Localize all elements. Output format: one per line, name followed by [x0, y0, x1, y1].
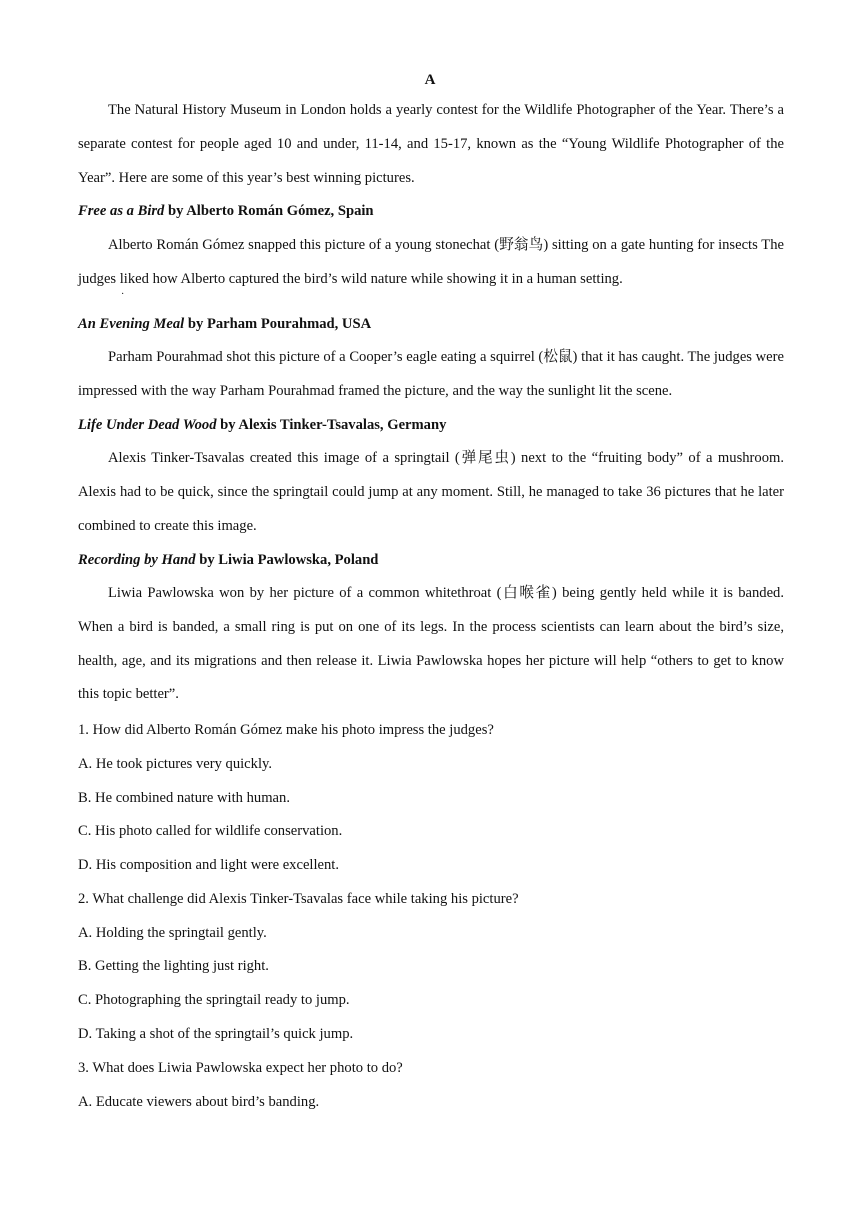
intro-paragraph: The Natural History Museum in London holds a yearly contest for the Wildlife Photographer of the Year. There’s a separate contest for people aged 10 and under, 11-14, and 15-17, known as the “Young Wildlife Photographer of the Year”. Here are some of this year’s best winning pictures.: [78, 102, 784, 186]
question-1-option-a: A. He took pictures very quickly.: [78, 756, 272, 772]
question-3-stem: 3. What does Liwia Pawlowska expect her photo to do?: [78, 1060, 403, 1076]
entry-byline: by Liwia Pawlowska, Poland: [195, 552, 379, 568]
entry-heading-2: [78, 314, 784, 334]
entry-title: Recording by Hand: [78, 552, 196, 568]
question-1-option-d: D. His composition and light were excellent.: [78, 857, 340, 873]
entry-heading-1: [78, 201, 784, 221]
entry-title: Life Under Dead Wood: [78, 417, 217, 433]
entry-heading-4: [78, 550, 784, 570]
question-2-stem: 2. What challenge did Alexis Tinker-Tsavalas face while taking his picture?: [78, 891, 519, 907]
question-1-option-c: C. His photo called for wildlife conservation.: [78, 823, 343, 839]
entry-title: Free as a Bird: [78, 203, 165, 219]
entry-heading-3: [78, 415, 784, 435]
entry-byline: by Parham Pourahmad, USA: [184, 316, 372, 332]
entry-text-4: Liwia Pawlowska won by her picture of a common whitethroat (白喉雀) being gently held while it is banded. When a bird is banded, a small ring is put on one of its legs. In the process scientists can learn about the bird’s size, health, age, and its migrations and then release it. Liwia Pawlowska hopes her picture will help “others to get to know this topic better”.: [78, 585, 784, 703]
entry-text-2: Parham Pourahmad shot this picture of a Cooper’s eagle eating a squirrel (松鼠) that it has caught. The judges were impressed with the way Parham Pourahmad framed the picture, and the way the sunlight lit the scene.: [78, 349, 784, 399]
question-1-stem: 1. How did Alberto Román Gómez make his photo impress the judges?: [78, 722, 494, 738]
question-1-option-b: B. He combined nature with human.: [78, 790, 290, 806]
entry-byline: by Alexis Tinker-Tsavalas, Germany: [216, 417, 447, 433]
question-2-option-b: B. Getting the lighting just right.: [78, 958, 269, 974]
question-2-option-c: C. Photographing the springtail ready to jump.: [78, 992, 350, 1008]
stray-mark: ·: [121, 289, 125, 300]
entry-byline: by Alberto Román Gómez, Spain: [164, 203, 374, 219]
question-2-option-d: D. Taking a shot of the springtail’s quick jump.: [78, 1026, 354, 1042]
question-3-option-a: A. Educate viewers about bird’s banding.: [78, 1094, 320, 1110]
passage-title: A: [424, 72, 436, 88]
entry-text-3: Alexis Tinker-Tsavalas created this image of a springtail (弹尾虫) next to the “fruiting body” of a mushroom. Alexis had to be quick, since the springtail could jump at any moment. Still, he managed to take 36 pictures that he later combined to create this image.: [78, 450, 784, 534]
entry-title: An Evening Meal: [78, 316, 185, 332]
entry-text-1: Alberto Román Gómez snapped this picture of a young stonechat (野翁鸟) sitting on a gate hunting for insects The judges liked how Alberto captured the bird’s wild nature while showing it in a human setting.: [78, 237, 784, 287]
question-2-option-a: A. Holding the springtail gently.: [78, 925, 267, 941]
